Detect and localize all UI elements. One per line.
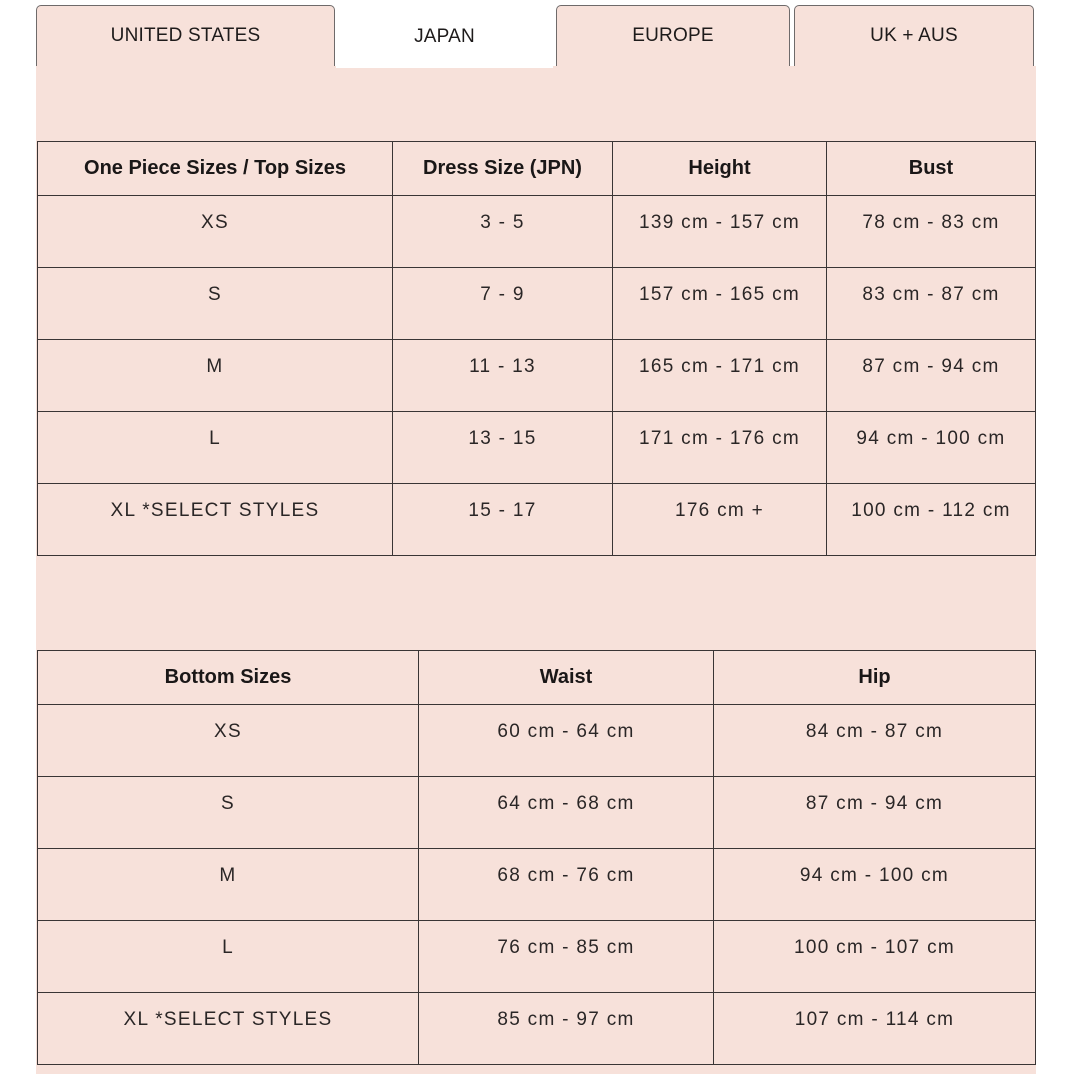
- height-cell: 157 cm - 165 cm: [613, 268, 827, 340]
- hip-cell: 107 cm - 114 cm: [714, 993, 1036, 1065]
- table-row: [38, 777, 1036, 849]
- bust-cell: 87 cm - 94 cm: [827, 340, 1036, 412]
- tab-label: UNITED STATES: [110, 25, 261, 46]
- bust-cell: 83 cm - 87 cm: [827, 268, 1036, 340]
- size-cell: L: [38, 412, 393, 484]
- table-row: [38, 484, 1036, 556]
- dress-size-cell: 15 - 17: [393, 484, 613, 556]
- table-row: [38, 412, 1036, 484]
- size-cell: S: [38, 777, 419, 849]
- table-header-row: [38, 651, 1036, 705]
- tab-uk-aus[interactable]: [794, 5, 1034, 66]
- waist-cell: 76 cm - 85 cm: [419, 921, 714, 993]
- bust-cell: 78 cm - 83 cm: [827, 196, 1036, 268]
- bottom-sizes-table: [37, 650, 1036, 1065]
- waist-cell: 68 cm - 76 cm: [419, 849, 714, 921]
- height-cell: 171 cm - 176 cm: [613, 412, 827, 484]
- size-cell: L: [38, 921, 419, 993]
- column-header: Dress Size (JPN): [393, 142, 613, 196]
- table-header-row: [38, 142, 1036, 196]
- tab-label: EUROPE: [632, 25, 714, 46]
- bust-cell: 94 cm - 100 cm: [827, 412, 1036, 484]
- size-cell: M: [38, 849, 419, 921]
- size-cell: XS: [38, 705, 419, 777]
- table-row: [38, 993, 1036, 1065]
- hip-cell: 84 cm - 87 cm: [714, 705, 1036, 777]
- table-row: [38, 196, 1036, 268]
- column-header: Bottom Sizes: [38, 651, 419, 705]
- tab-label: UK + AUS: [870, 25, 958, 46]
- waist-cell: 64 cm - 68 cm: [419, 777, 714, 849]
- table-row: [38, 268, 1036, 340]
- size-cell: XL *SELECT STYLES: [38, 484, 393, 556]
- column-header: Hip: [714, 651, 1036, 705]
- hip-cell: 87 cm - 94 cm: [714, 777, 1036, 849]
- dress-size-cell: 11 - 13: [393, 340, 613, 412]
- tab-japan[interactable]: [336, 5, 553, 68]
- table-row: [38, 849, 1036, 921]
- column-header: Bust: [827, 142, 1036, 196]
- tab-united-states[interactable]: [36, 5, 335, 66]
- column-header: Waist: [419, 651, 714, 705]
- bust-cell: 100 cm - 112 cm: [827, 484, 1036, 556]
- size-cell: XL *SELECT STYLES: [38, 993, 419, 1065]
- waist-cell: 60 cm - 64 cm: [419, 705, 714, 777]
- column-header: Height: [613, 142, 827, 196]
- table-row: [38, 340, 1036, 412]
- waist-cell: 85 cm - 97 cm: [419, 993, 714, 1065]
- table-row: [38, 705, 1036, 777]
- table-row: [38, 921, 1036, 993]
- dress-size-cell: 7 - 9: [393, 268, 613, 340]
- height-cell: 176 cm +: [613, 484, 827, 556]
- dress-size-cell: 13 - 15: [393, 412, 613, 484]
- size-cell: XS: [38, 196, 393, 268]
- height-cell: 165 cm - 171 cm: [613, 340, 827, 412]
- hip-cell: 94 cm - 100 cm: [714, 849, 1036, 921]
- height-cell: 139 cm - 157 cm: [613, 196, 827, 268]
- top-sizes-table: [37, 141, 1036, 556]
- tab-europe[interactable]: [556, 5, 790, 66]
- size-cell: S: [38, 268, 393, 340]
- size-cell: M: [38, 340, 393, 412]
- column-header: One Piece Sizes / Top Sizes: [38, 142, 393, 196]
- tab-label: JAPAN: [414, 26, 475, 47]
- hip-cell: 100 cm - 107 cm: [714, 921, 1036, 993]
- dress-size-cell: 3 - 5: [393, 196, 613, 268]
